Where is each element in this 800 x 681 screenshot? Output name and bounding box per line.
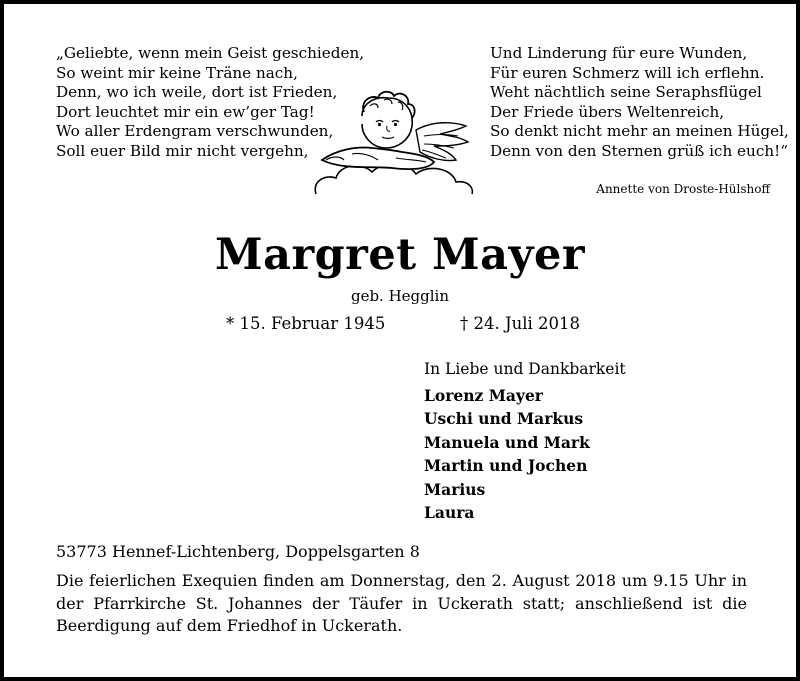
cherub-illustration — [312, 90, 476, 198]
poem-line: „Geliebte, wenn mein Geist geschieden, — [56, 44, 365, 62]
poem-line: Soll euer Bild mir nicht vergehn, — [56, 141, 309, 160]
poem-line: Weht nächtlich seine Seraphsflügel — [490, 83, 762, 102]
death-date: † 24. Juli 2018 — [460, 314, 581, 333]
birth-date: * 15. Februar 1945 — [226, 314, 386, 333]
poem-line: Denn, wo ich weile, dort ist Frieden, — [56, 83, 338, 102]
poem-right-stanza — [490, 44, 789, 162]
poem-line: Denn von den Sternen grüß ich euch!“ — [490, 141, 788, 160]
poem-line: Und Linderung für eure Wunden, — [490, 44, 748, 62]
mourners-block — [424, 360, 626, 524]
mourners-intro: In Liebe und Dankbarkeit — [424, 360, 626, 378]
poem-line: Der Friede übers Weltenreich, — [490, 102, 725, 121]
poem-line: Für euren Schmerz will ich erflehn. — [490, 63, 765, 82]
poem-line: Wo aller Erdengram verschwunden, — [56, 122, 334, 141]
mourner-name: Uschi und Markus — [424, 409, 584, 429]
maiden-name: geb. Hegglin — [350, 287, 450, 305]
poem-author: Annette von Droste-Hülshoff — [596, 182, 770, 196]
poem-line: So weint mir keine Träne nach, — [56, 63, 298, 82]
family-address: 53773 Hennef-Lichtenberg, Doppelsgarten 8 — [56, 542, 420, 561]
mourner-name: Laura — [424, 503, 475, 523]
mourner-name: Manuela und Mark — [424, 432, 590, 452]
deceased-name: Margret Mayer — [215, 230, 585, 280]
poem-line: Dort leuchtet mir ein ew’ger Tag! — [56, 102, 315, 121]
poem-line: So denkt nicht mehr an meinen Hügel, — [490, 122, 789, 141]
mourner-name: Marius — [424, 479, 486, 499]
mourner-name: Martin und Jochen — [424, 456, 588, 476]
funeral-service-details: Die feierlichen Exequien finden am Donnerstag, den 2. August 2018 um 9.15 Uhr in der Pfarrkirche St. Johannes der Täufer in Uckerath statt; anschließend ist die Beerdigung auf dem Friedhof in Uckerath. — [56, 571, 747, 635]
mourner-name: Lorenz Mayer — [424, 386, 543, 405]
